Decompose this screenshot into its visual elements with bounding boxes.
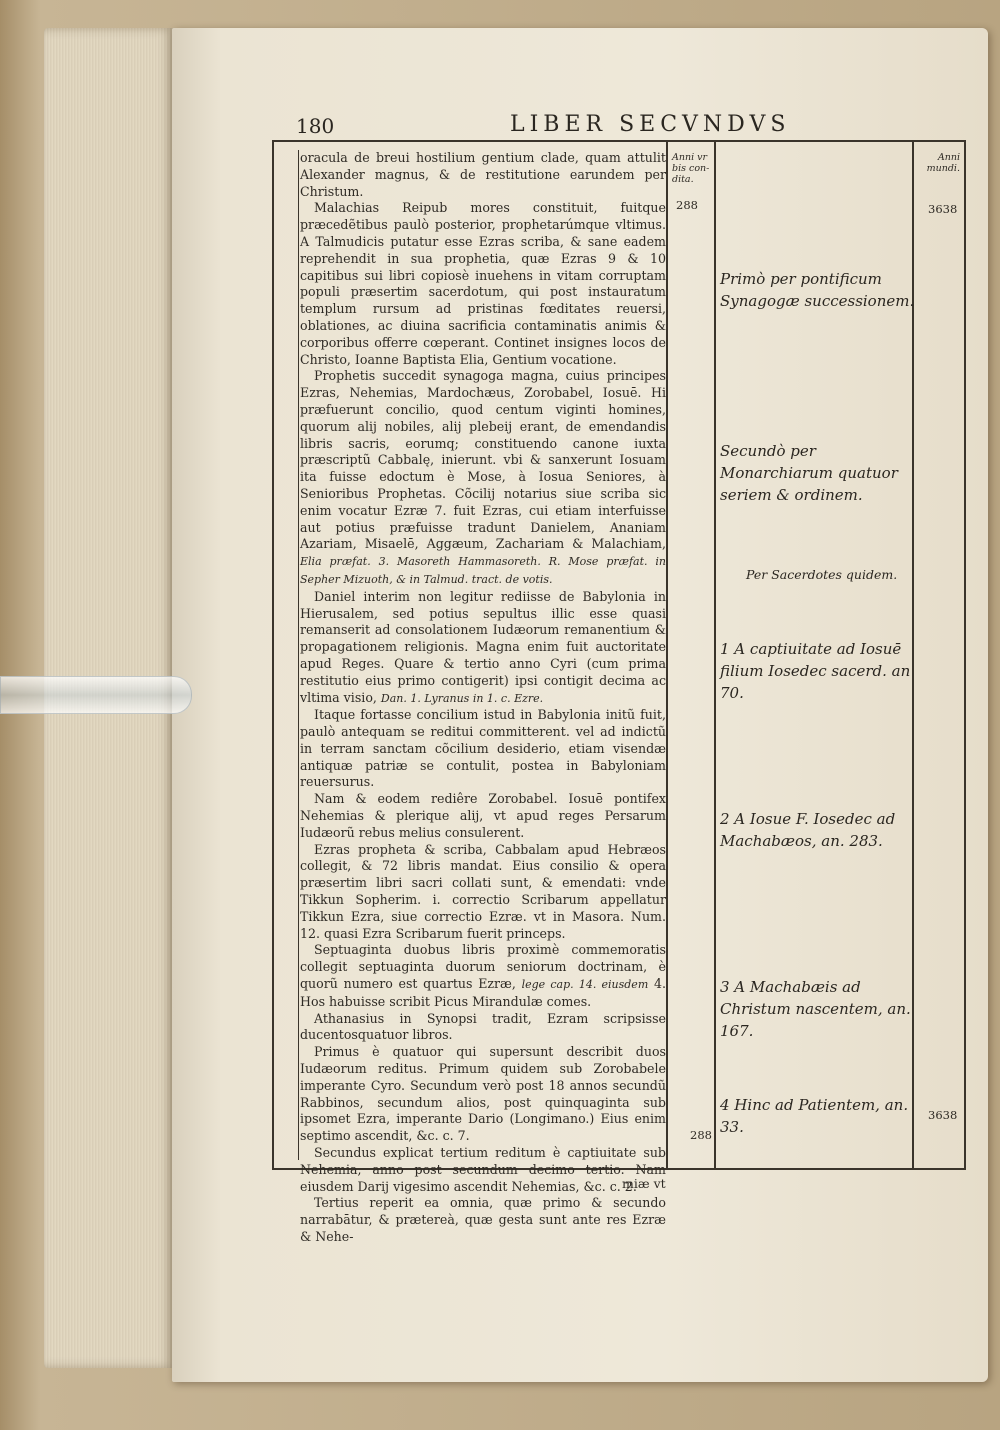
- paragraph-athanasius: Athanasius in Synopsi tradit, Ezram scripsisse ducentosquatuor libros.: [300, 1010, 666, 1043]
- anni-urbis-heading: Anni vr bis con-dita.: [672, 152, 710, 185]
- side-note-item-4: 4 Hinc ad Patientem, an. 33.: [720, 1096, 909, 1136]
- anni-urbis-bottom: 288: [690, 1128, 712, 1142]
- anni-mundi-top: 3638: [928, 202, 958, 216]
- plastic-page-clip: [0, 676, 192, 714]
- main-text-column: [300, 150, 666, 1246]
- side-note-item-1: 1 A captiuitate ad Iosuē filium Iosedec sacerd. an 70.: [720, 640, 911, 702]
- paragraph-synagoga: [300, 368, 666, 588]
- anni-mundi-bottom: 3638: [928, 1108, 958, 1122]
- side-note-secundo: Secundò per Monarchiarum quatuor seriem & ordinem.: [720, 442, 898, 504]
- anni-urbis-top: 288: [676, 198, 698, 212]
- daniel-text: Daniel interim non legitur rediisse de Babylonia in Hierusalem, sed potius sepultus illic esse quasi remanserit ad consolationem Iudæorum remanentium & propagationem religionis. Magna enim fuit auctoritate apud Reges. Quare & tertio anno Cyri (cum prima restitutio eius primo contigerit) ipsi contigit decima ac vltima visio,: [300, 588, 666, 705]
- septuaginta-text: Septuaginta duobus libris proximè commemoratis collegit septuaginta duorum seniorum doctrinam, è quorũ numero est quartus Ezræ,: [300, 942, 666, 992]
- synagoga-citation: Elia præfat. 3. Masoreth Hammasoreth. R. Mose præfat. in Sepher Mizuoth, & in Talmud. tract. de votis.: [300, 555, 666, 586]
- paragraph-itaque: Itaque fortasse concilium istud in Babylonia initũ fuit, paulò antequam se reditui committerent. vel ad indictũ in terram sanctam cõcilium desiderio, etiam visendæ antiquæ patriæ se contulit, postea in Babyloniam reuersurus.: [300, 707, 666, 790]
- paragraph-septuaginta: [300, 942, 666, 1010]
- paragraph-tertius: Tertius reperit ea omnia, quæ primo & secundo narrabātur, & prætereà, quæ gesta sunt ante res Ezræ & Nehe-: [300, 1195, 666, 1244]
- page-number: 180: [296, 114, 335, 138]
- paragraph-daniel: [300, 589, 666, 708]
- paragraph-oracula: oracula de breui hostilium gentium clade, quam attulit Alexander magnus, & de restitutione earundem per Christum.: [300, 150, 666, 199]
- paragraph-secundus: Secundus explicat tertium reditum è captiuitate sub Nehemia, anno post secundum decimo tertio. Nam eiusdem Darij vigesimo ascendit Nehemias, &c. c. 2.: [300, 1145, 666, 1194]
- paragraph-ezras: Ezras propheta & scriba, Cabbalam apud Hebræos collegit, & 72 libris mandat. Eius consilio & opera præsertim libri sacri collati sunt, & emendati: vnde Tikkun Sopherim. i. correctio Scribarum appellatur Tikkun Ezra, siue correctio Ezræ. vt in Masora. Num. 12. quasi Ezra Scribarum fuerit princeps.: [300, 841, 666, 941]
- column-rule-1: [666, 140, 668, 1170]
- septuaginta-citation: lege cap. 14. eiusdem: [521, 978, 649, 992]
- daniel-citation: Dan. 1. Lyranus in 1. c. Ezre.: [380, 691, 544, 705]
- side-note-primo: Primò per pontificum Synagogæ successionem.: [720, 270, 915, 310]
- synagoga-text: Prophetis succedit synagoga magna, cuius principes Ezras, Nehemias, Mardochæus, Zorobabel, Iosuē. Hi præfuerunt concilio, quod centum viginti homines, quorum alij nobiles, alij plebeij erant, de emendandis libris sacris, eorumq; constituendo canone iuxta præscriptũ Cabbalę, inierunt. vbi & sanxerunt Iosuam ita fuisse edoctum è Mose, à Iosua Seniores, à Senioribus Prophetas. Cõcilij notarius siue scriba sic enim vocatur Ezræ 7. fuit Ezras, cui etiam interfuisse aut potius præfuisse tradunt Danielem, Ananiam Azariam, Misaelē, Aggæum, Zachariam & Malachiam,: [300, 368, 666, 552]
- anni-mundi-heading: Anni mundi.: [926, 152, 960, 174]
- column-rule-2: [714, 140, 716, 1170]
- paragraph-primus: Primus è quatuor qui supersunt describit duos Iudæorum reditus. Primum quidem sub Zorobabele imperante Cyro. Secundum verò post 18 annos secundũ Rabbinos, secundum alios, post quinquaginta sub ipsomet Ezra, imperante Dario (Longimano.) Eius enim septimo ascendit, &c. c. 7.: [300, 1044, 666, 1144]
- side-note-item-3: 3 A Machabæis ad Christum nascentem, an. 167.: [720, 978, 911, 1040]
- side-note-per-sacerdotes: Per Sacerdotes quidem.: [746, 567, 898, 582]
- paragraph-malachias: Malachias Reipub mores constituit, fuitque præcedẽtibus paulò posterior, prophetarúmque vltimus. A Talmudicis putatur esse Ezras scriba, & sane eadem reprehendit in sua prophetia, quæ Ezras 9 & 10 capitibus sui libri copiosè inuehens in vitam corruptam populi præsertim sacerdotum, qui post instauratum templum rursum ad pristinas fœditates reuersi, oblationes, ac diuina sacrificia contaminatis animis & corporibus offerre cœperant. Continet insignes locos de Christo, Ioanne Baptista Elia, Gentium vocatione.: [300, 200, 666, 367]
- septuaginta-rest: 4. Hos habuisse scribit Picus Mirandulæ comes.: [300, 976, 666, 1009]
- side-note-item-2: 2 A Iosue F. Iosedec ad Machabæos, an. 283.: [720, 810, 896, 850]
- running-title: LIBER SECVNDVS: [510, 112, 791, 137]
- catchword: miæ vt: [622, 1176, 666, 1191]
- inner-left-rule: [298, 150, 299, 1160]
- paragraph-nam: Nam & eodem rediêre Zorobabel. Iosuē pontifex Nehemias & plerique alij, vt apud reges Persarum Iudæorũ rebus melius consulerent.: [300, 791, 666, 840]
